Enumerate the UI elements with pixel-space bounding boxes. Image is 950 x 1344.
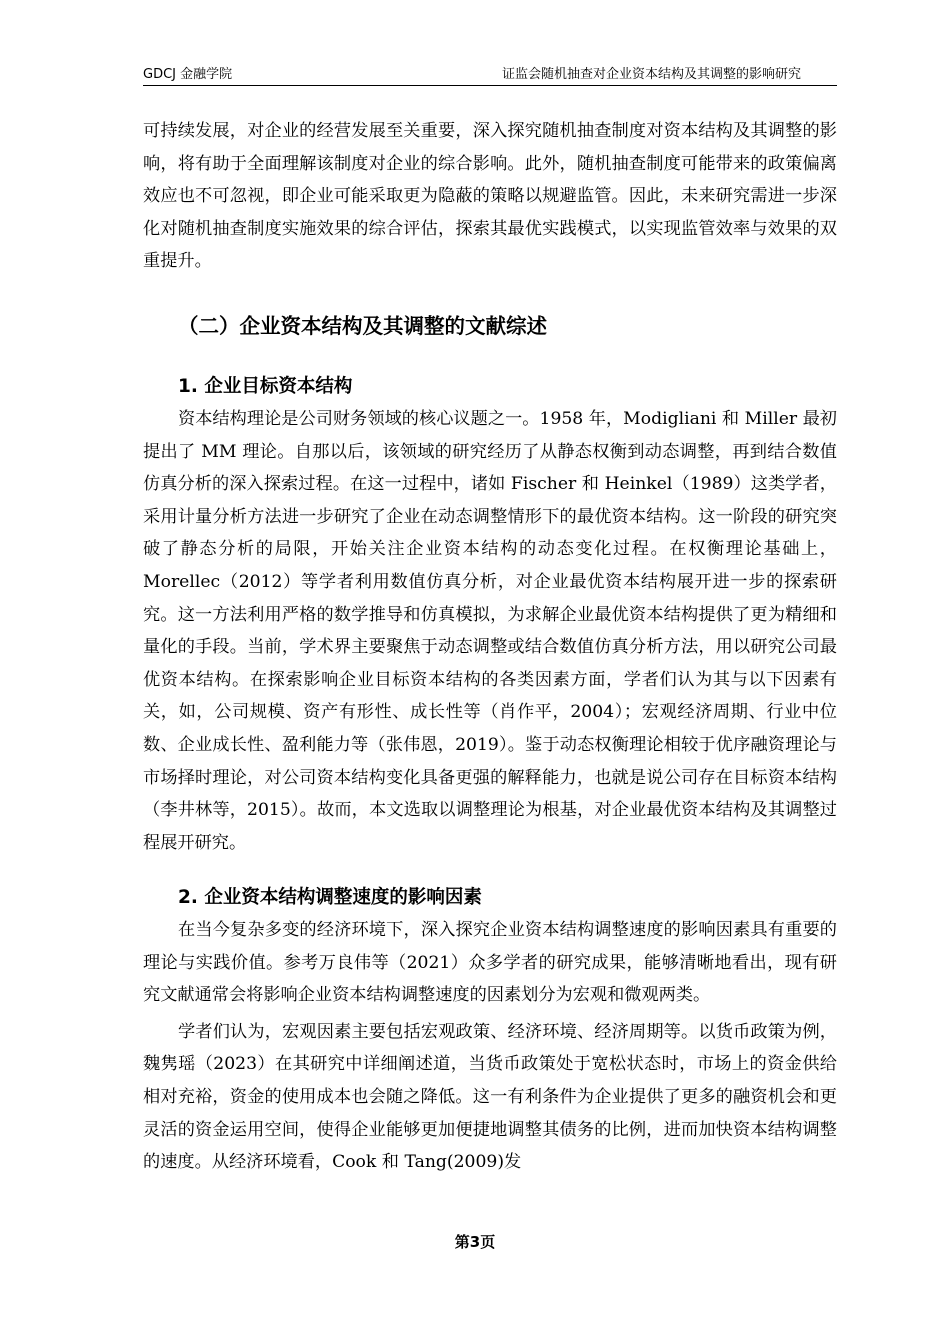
subsection-2-body <box>143 914 837 1179</box>
subsection-1-body <box>143 403 837 859</box>
header-paper-title: 证监会随机抽查对企业资本结构及其调整的影响研究 <box>501 67 801 82</box>
header-institution: GDCJ 金融学院 <box>143 67 233 82</box>
subsection-1-title: 1. 企业目标资本结构 <box>178 376 353 397</box>
intro-paragraph: 可持续发展，对企业的经营发展至关重要，深入探究随机抽查制度对资本结构及其调整的影响，将有助于全面理解该制度对企业的综合影响。此外，随机抽查制度可能带来的政策偏离效应也不可忽视，即企业可能采取更为隐蔽的策略以规避监管。因此，未来研究需进一步深化对随机抽查制度实施效果的综合评估，探索其最优实践模式，以实现监管效率与效果的双重提升。 <box>143 121 837 272</box>
page-number: 第3页 <box>454 1233 496 1251</box>
subsection-2-title: 2. 企业资本结构调整速度的影响因素 <box>178 887 482 908</box>
intro-block <box>143 115 837 278</box>
subsection-2-paragraph-1: 在当今复杂多变的经济环境下，深入探究企业资本结构调整速度的影响因素具有重要的理论与实践价值。参考万良伟等（2021）众多学者的研究成果，能够清晰地看出，现有研究文献通常会将影响企业资本结构调整速度的因素划分为宏观和微观两类。 <box>143 920 837 1006</box>
section-title: （二）企业资本结构及其调整的文献综述 <box>178 314 547 338</box>
subsection-1-paragraph: 资本结构理论是公司财务领域的核心议题之一。1958 年，Modigliani 和 Miller 最初提出了 MM 理论。自那以后，该领域的研究经历了从静态权衡到动态调整，再到结合数值仿真分析的深入探索过程。在这一过程中，诸如 Fischer 和 Heinkel（1989）这类学者，采用计量分析方法进一步研究了企业在动态调整情形下的最优资本结构。这一阶段的研究突破了静态分析的局限，开始关注企业资本结构的动态变化过程。在权衡理论基础上，Morellec（2012）等学者利用数值仿真分析，对企业最优资本结构展开进一步的探索研究。这一方法利用严格的数学推导和仿真模拟，为求解企业最优资本结构提供了更为精细和量化的手段。当前，学术界主要聚焦于动态调整或结合数值仿真分析方法，用以研究公司最优资本结构。在探索影响企业目标资本结构的各类因素方面，学者们认为其与以下因素有关，如，公司规模、资产有形性、成长性等（肖作平，2004）；宏观经济周期、行业中位数、企业成长性、盈利能力等（张伟恩，2019）。鉴于动态权衡理论相较于优序融资理论与市场择时理论，对公司资本结构变化具备更强的解释能力，也就是说公司存在目标资本结构（李井林等，2015）。故而，本文选取以调整理论为根基，对企业最优资本结构及其调整过程展开研究。 <box>143 409 837 853</box>
subsection-2-paragraph-2: 学者们认为，宏观因素主要包括宏观政策、经济环境、经济周期等。以货币政策为例，魏隽瑶（2023）在其研究中详细阐述道，当货币政策处于宽松状态时，市场上的资金供给相对充裕，资金的使用成本也会随之降低。这一有利条件为企业提供了更多的融资机会和更灵活的资金运用空间，使得企业能够更加便捷地调整其债务的比例，进而加快资本结构调整的速度。从经济环境看，Cook 和 Tang(2009)发 <box>143 1021 837 1173</box>
page-header <box>143 65 837 86</box>
